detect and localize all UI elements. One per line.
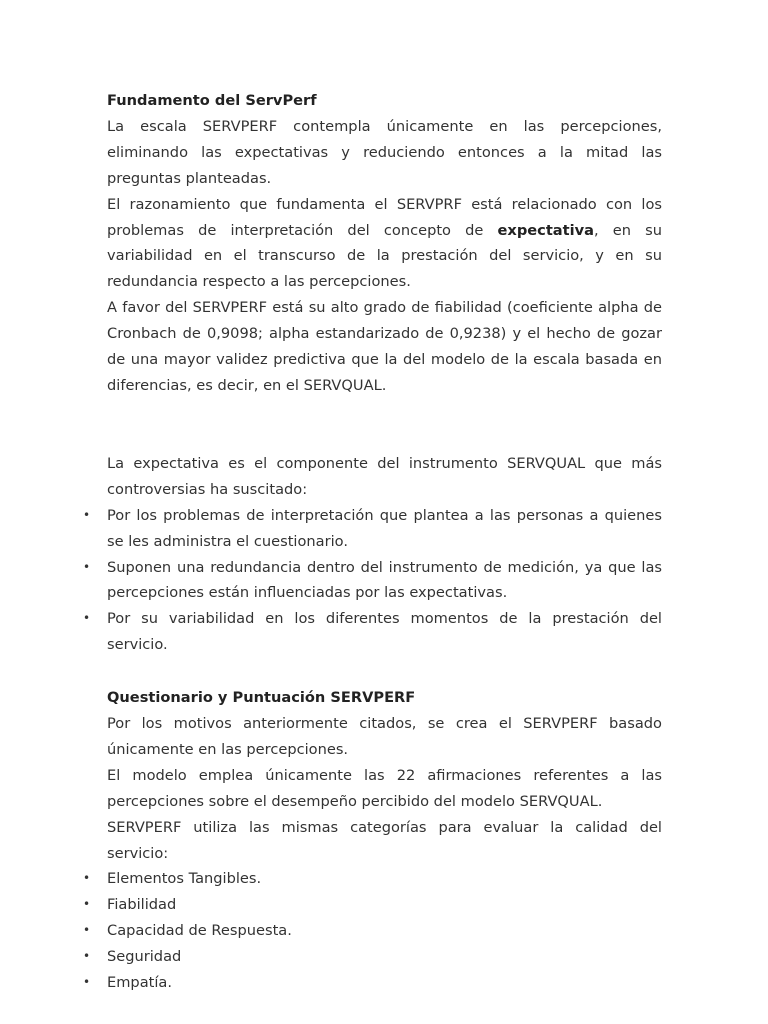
bullet-icon: • xyxy=(83,507,91,522)
list-item-text: Fiabilidad xyxy=(107,896,177,914)
list-item xyxy=(83,606,662,658)
paragraph-modelo: El modelo emplea únicamente las 22 afirmaciones referentes a las percepciones sobre el desempeño percibido del modelo SERVQUAL. xyxy=(107,766,662,810)
bullet-icon: • xyxy=(83,559,91,574)
paragraph-motivos: Por los motivos anteriormente citados, se crea el SERVPERF basado únicamente en las percepciones. xyxy=(107,715,662,758)
list-item-text: Por su variabilidad en los diferentes momentos de la prestación del servicio. xyxy=(107,610,662,654)
bullet-icon: • xyxy=(83,611,91,626)
list-item xyxy=(83,503,662,555)
bullet-list-categorias xyxy=(83,866,662,996)
paragraph-favor: A favor del SERVPERF está su alto grado de fiabilidad (coeficiente alpha de Cronbach de 0,9098; alpha estandarizado de 0,9238) y el hecho de gozar de una mayor validez predictiva que la del modelo de la escala basada en diferencias, es decir, en el SERVQUAL. xyxy=(107,299,662,394)
list-item xyxy=(83,892,662,918)
list-item-text: Empatía. xyxy=(107,974,173,992)
list-item xyxy=(83,555,662,607)
bullet-icon: • xyxy=(83,871,91,886)
bullet-icon: • xyxy=(83,949,91,964)
bullet-icon: • xyxy=(83,897,91,912)
paragraph-categorias: SERVPERF utiliza las mismas categorías para evaluar la calidad del servicio: xyxy=(107,818,662,862)
list-item-text: Suponen una redundancia dentro del instrumento de medición, ya que las percepciones están influenciadas por las expectativas. xyxy=(107,558,662,602)
list-item xyxy=(83,918,662,944)
list-item xyxy=(83,866,662,892)
paragraph-razonamiento-text-2: , en su variabilidad en el transcurso de la prestación del servicio, y en su redundancia respecto a las percepciones. xyxy=(107,221,662,291)
section-heading-fundamento: Fundamento del ServPerf xyxy=(107,92,317,109)
paragraph-razonamiento xyxy=(107,192,662,296)
list-item-text: Elementos Tangibles. xyxy=(107,870,262,888)
bullet-list-controversias xyxy=(83,503,662,658)
bullet-icon: • xyxy=(83,923,91,938)
spacer xyxy=(107,399,662,451)
list-item-text: Capacidad de Respuesta. xyxy=(107,922,292,940)
bullet-icon: • xyxy=(83,975,91,990)
document-page xyxy=(83,88,662,996)
paragraph-escala: La escala SERVPERF contempla únicamente en las percepciones, eliminando las expectativas y reduciendo entonces a la mitad las preguntas planteadas. xyxy=(107,117,662,187)
list-item xyxy=(83,970,662,996)
keyword-expectativa: expectativa xyxy=(497,221,594,239)
list-item-text: Seguridad xyxy=(107,948,182,966)
list-item xyxy=(83,944,662,970)
paragraph-expectativa-intro: La expectativa es el componente del instrumento SERVQUAL que más controversias ha suscitado: xyxy=(107,454,662,498)
section-heading-cuestionario: Questionario y Puntuación SERVPERF xyxy=(107,689,416,707)
list-item-text: Por los problemas de interpretación que plantea a las personas a quienes se les administra el cuestionario. xyxy=(107,506,662,550)
paragraph-razonamiento-text-1: El razonamiento que fundamenta el SERVPRF está relacionado con los problemas de interpretación del concepto de xyxy=(107,195,662,239)
